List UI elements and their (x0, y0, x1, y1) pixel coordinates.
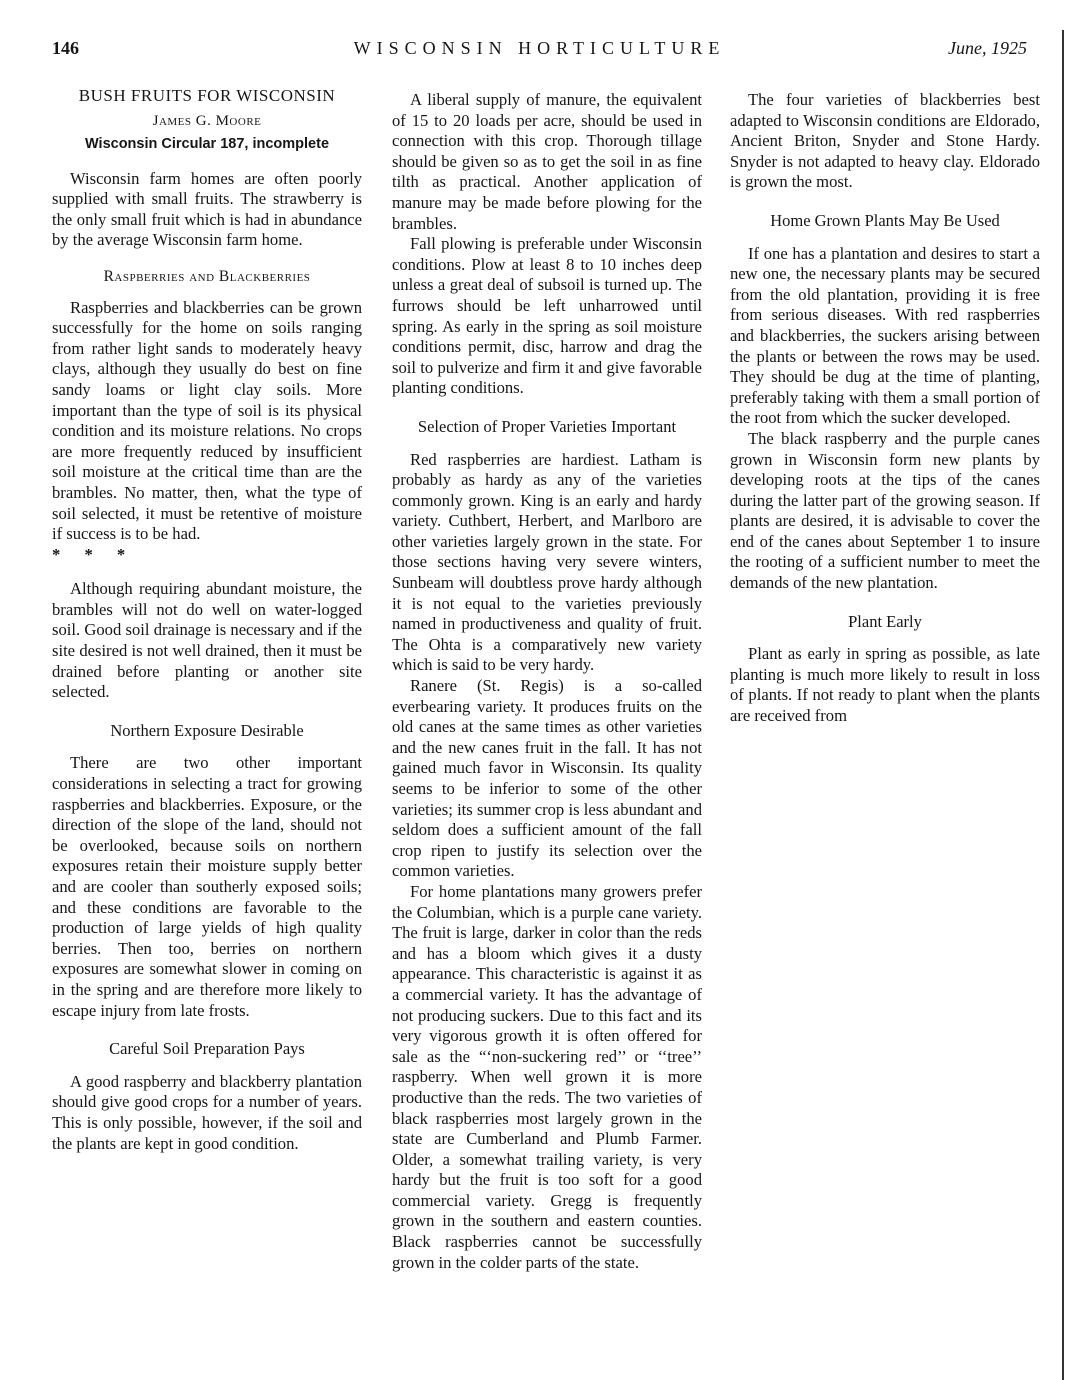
heading-northern-exposure: Northern Exposure Desirable (110, 720, 304, 740)
heading-home-grown: Home Grown Plants May Be Used (770, 210, 1000, 230)
plant-paragraph-1: Plant as early in spring as possible, as late planting is much more likely to result in loss of plants. If not ready to plant when the plants are received from (730, 644, 1040, 726)
heading-varieties: Selection of Proper Varieties Important (417, 416, 677, 436)
home-paragraph-1: If one has a plantation and desires to start a new one, the necessary plants may be secured from the old plantation, providing it is free from serious diseases. With red raspberries and blackberries, the suckers arising between the plants or between the rows may be used. They should be dug at the time of planting, preferably taking with them a small portion of the root from which the sucker developed. (730, 243, 1040, 428)
varieties-paragraph-1: Red raspberries are hardiest. Latham is probably as hardy as any of the varieties commonly grown. King is an early and hardy variety. Cuthbert, Herbert, and Marlboro are other varieties largely grown in the state. For those sections having very severe winters, Sunbeam will doubtless prove hardy although it is not equal to the varieties previously named in productiveness and quality of fruit. The Ohta is a comparatively new variety which is said to be very hardy. (392, 449, 702, 675)
raspberries-paragraph-1: Raspberries and blackberries can be grown successfully for the home on soils ranging from rather light sands to moderately heavy clays, although they usually do best on fine sandy loams or light clay soils. More important than the type of soil is its physical condition and its moisture relations. No crops are more frequently reduced by insufficient soil moisture at the critical time than are the brambles. No matter, then, what the type of soil selected, it must be retentive of moisture if success is to be had. (52, 297, 362, 544)
column-3 (730, 86, 1040, 727)
heading-soil-preparation: Careful Soil Preparation Pays (109, 1039, 305, 1059)
intro-paragraph: Wisconsin farm homes are often poorly supplied with small fruits. The strawberry is the only small fruit which is had in abundance by the average Wisconsin farm home. (52, 168, 362, 250)
soil-paragraph-3: Fall plowing is preferable under Wisconsin conditions. Plow at least 8 to 10 inches deep unless a great deal of subsoil is turned up. The furrows should be left unharrowed until spring. As early in the spring as soil moisture conditions permit, disc, harrow and drag the soil to pulverize and firm it and give favorable planting conditions. (392, 234, 702, 398)
varieties-paragraph-2: Ranere (St. Regis) is a so-called everbearing variety. It produces fruits on the old canes at the same times as other varieties and the new canes fruit in the fall. It has not gained much favor in Wisconsin. Its quality seems to be inferior to some of the other varieties; its summer crop is less abundant and seldom does a sufficient amount of the fall crop ripen to justify its selection over the common varieties. (392, 676, 702, 881)
heading-plant-early: Plant Early (848, 611, 922, 631)
varieties-paragraph-4: The four varieties of blackberries best adapted to Wisconsin conditions are Eldorado, Ancient Briton, Snyder and Stone Hardy. Snyder is not adapted to heavy clay. Eldorado is grown the most. (730, 90, 1040, 192)
home-paragraph-2: The black raspberry and the purple canes grown in Wisconsin form new plants by developing roots at the tips of the canes during the latter part of the growing season. If plants are desired, it is advisable to cover the end of the canes about September 1 to insure the rooting of a sufficient number to meet the demands of the new plantation. (730, 428, 1040, 593)
page-header (52, 38, 1027, 66)
article-title: BUSH FRUITS FOR WISCONSIN (78, 86, 336, 105)
soil-paragraph-1: A good raspberry and blackberry plantation should give good crops for a number of years. This is only possible, however, if the soil and the plants are kept in good condition. (52, 1071, 362, 1153)
column-2 (392, 86, 702, 1273)
column-1 (52, 86, 362, 1154)
margin-rule (1062, 30, 1064, 1380)
soil-paragraph-2: A liberal supply of manure, the equivalent of 15 to 20 loads per acre, should be used in connection with this crop. Thorough tillage should be given so as to get the soil in as fine tilth as practical. Another application of manure may be made before plowing for the brambles. (392, 90, 702, 233)
page-number: 146 (52, 38, 79, 58)
journal-title: WISCONSIN HORTICULTURE (353, 38, 726, 58)
section-stars: * * * (52, 544, 136, 564)
heading-raspberries: Raspberries and Blackberries (103, 267, 311, 285)
article-source: Wisconsin Circular 187, incomplete (84, 136, 330, 152)
northern-paragraph-1: There are two other important considerations in selecting a tract for growing raspberries and blackberries. Exposure, or the direction of the slope of the land, should not be overlooked, because soils on northern exposures retain their moisture supply better and are cooler than southerly exposed soils; and these conditions are favorable to the production of large yields of high quality berries. Then too, berries on northern exposures are somewhat slower in coming on in the spring and are therefore more likely to escape injury from late frosts. (52, 753, 362, 1020)
raspberries-paragraph-2: Although requiring abundant moisture, the brambles will not do well on water-logged soil. Good soil drainage is necessary and if the site desired is not well drained, then it must be drained before planting or another site selected. (52, 579, 362, 702)
issue-date: June, 1925 (948, 38, 1027, 58)
varieties-paragraph-3: For home plantations many growers prefer the Columbian, which is a purple cane variety. The fruit is large, darker in color than the reds and has a bloom which gives it a dusty appearance. This characteristic is against it as a commercial variety. It has the advantage of not producing suckers. Due to this fact and its very vigorous growth it is often offered for sale as the “‘non-suckering red’’ or ‘‘tree’’ raspberry. When well grown it is more productive than the reds. The two varieties of black raspberries most largely grown in the state are Cumberland and Plumb Farmer. Older, a somewhat trailing variety, is very hardy but the fruit is too soft for a good commercial variety. Gregg is frequently grown in the southern and eastern counties. Black raspberries cannot be successfully grown in the colder parts of the state. (392, 881, 702, 1272)
article-author: James G. Moore (152, 113, 262, 129)
